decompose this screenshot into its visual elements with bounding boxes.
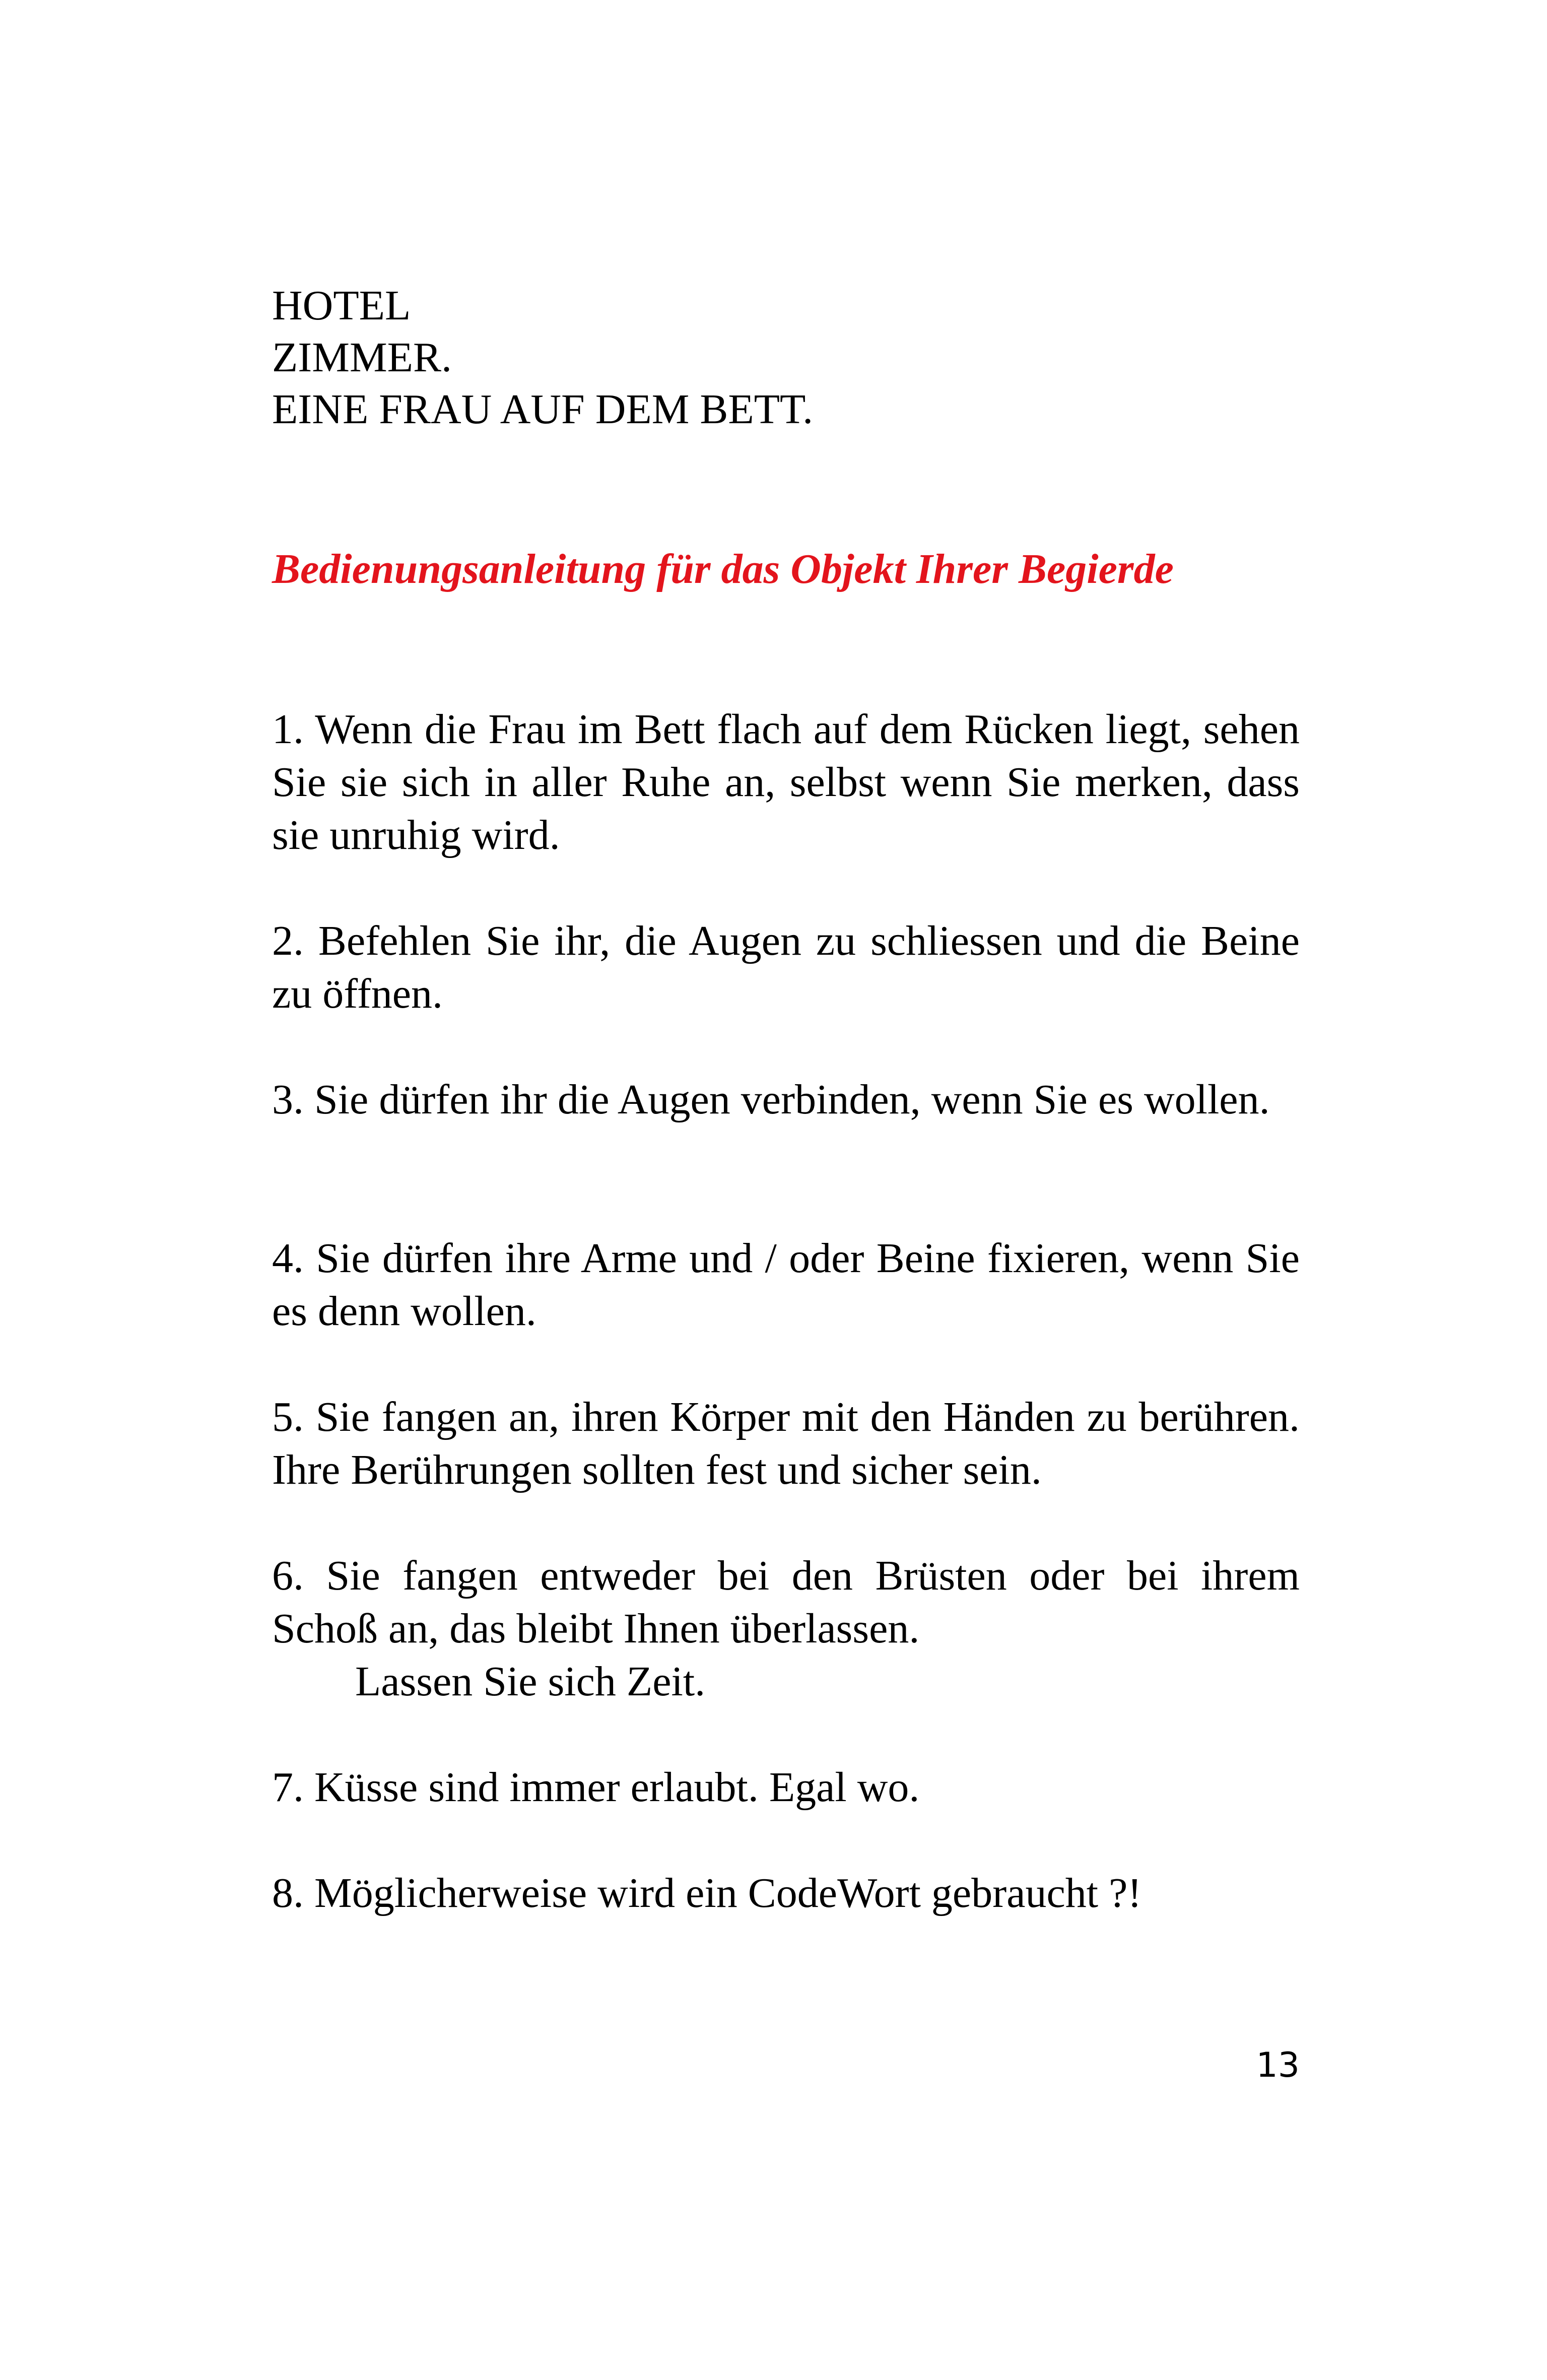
instruction-item-7	[272, 1761, 1300, 1814]
instruction-item-1	[272, 703, 1300, 862]
instruction-item-4	[272, 1232, 1300, 1338]
instruction-text: 8. Möglicherweise wird ein CodeWort gebraucht ?!	[272, 1870, 1142, 1916]
scene-heading	[272, 280, 813, 435]
instruction-text: 7. Küsse sind immer erlaubt. Egal wo.	[272, 1764, 920, 1811]
instruction-continuation: Lassen Sie sich Zeit.	[355, 1658, 706, 1705]
instruction-item-3	[272, 1073, 1300, 1126]
instruction-text: 4. Sie dürfen ihre Arme und / oder Beine fixieren, wenn Sie es denn wollen.	[272, 1235, 1300, 1335]
instruction-text: 2. Befehlen Sie ihr, die Augen zu schliessen und die Beine zu öffnen.	[272, 917, 1300, 1017]
instruction-item-6	[272, 1549, 1300, 1708]
instruction-text: 5. Sie fangen an, ihren Körper mit den Händen zu berühren. Ihre Berührungen sollten fest und sicher sein.	[272, 1394, 1300, 1493]
heading-line-2: ZIMMER.	[272, 334, 452, 381]
instruction-item-5	[272, 1391, 1300, 1496]
instruction-item-2	[272, 914, 1300, 1020]
instruction-text: 3. Sie dürfen ihr die Augen verbinden, wenn Sie es wollen.	[272, 1076, 1270, 1123]
instruction-text: 1. Wenn die Frau im Bett flach auf dem Rücken liegt, sehen Sie sie sich in aller Ruhe an, selbst wenn Sie merken, dass sie unruhig wird.	[272, 706, 1300, 858]
instruction-item-8	[272, 1867, 1300, 1920]
page-number: 13	[1256, 2045, 1300, 2085]
instruction-title: Bedienungsanleitung für das Objekt Ihrer Begierde	[272, 546, 1174, 592]
heading-line-1: HOTEL	[272, 282, 411, 329]
heading-line-3: EINE FRAU AUF DEM BETT.	[272, 386, 814, 433]
instruction-text: 6. Sie fangen entweder bei den Brüsten oder bei ihrem Schoß an, das bleibt Ihnen überlassen.	[272, 1552, 1300, 1652]
